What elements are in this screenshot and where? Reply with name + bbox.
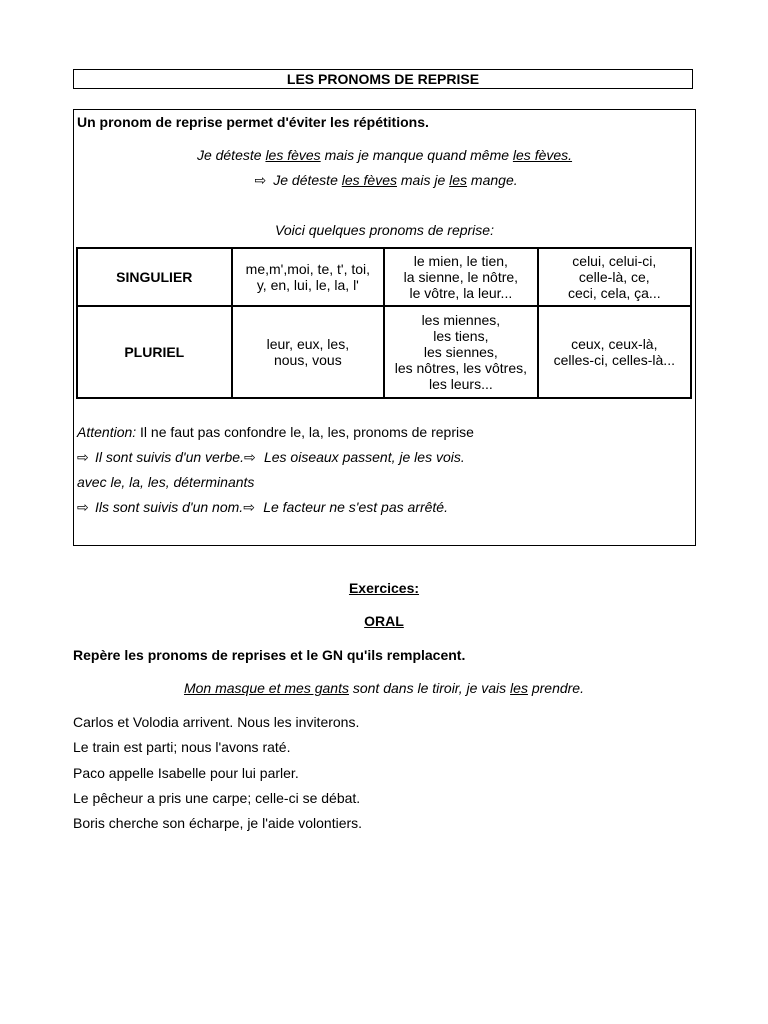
cell-line: ceci, cela, ça... xyxy=(568,285,661,301)
cell-line: nous, vous xyxy=(273,352,342,368)
rule2-example: Le facteur ne s'est pas arrêté. xyxy=(263,499,448,515)
cell-line: me,m',moi, te, t', toi, xyxy=(245,261,371,277)
rule1-example: Les oiseaux passent, je les vois. xyxy=(263,449,465,465)
table-cell xyxy=(232,306,385,398)
table-row-header: SINGULIER xyxy=(77,248,232,306)
avec-line: avec le, la, les, déterminants xyxy=(77,474,255,490)
exercises-title: Exercices: xyxy=(348,580,420,596)
cell-line: ceux, ceux-là, xyxy=(571,336,658,352)
pronoun-table xyxy=(76,247,692,399)
table-cell xyxy=(384,248,537,306)
list-item: Paco appelle Isabelle pour lui parler. xyxy=(73,765,299,781)
oral-title: ORAL xyxy=(364,613,404,629)
list-item: Le train est parti; nous l'avons raté. xyxy=(73,739,291,755)
cell-line: la sienne, le nôtre, xyxy=(403,269,519,285)
example-sentence-2 xyxy=(74,172,695,189)
example-sentence-1 xyxy=(74,147,695,163)
exercise-example xyxy=(0,680,768,696)
table-cell xyxy=(538,248,691,306)
cell-line: celles-ci, celles-là... xyxy=(553,352,675,368)
example2-underline1: les fèves xyxy=(341,172,397,188)
cell-line: celle-là, ce, xyxy=(578,269,650,285)
attention-text: Il ne faut pas confondre le, la, les, pronoms de reprise xyxy=(136,424,474,440)
rule-1 xyxy=(77,449,465,466)
example-part1: sont dans le tiroir, je vais xyxy=(348,680,511,696)
arrow-right-icon: ⇨ xyxy=(77,449,89,465)
example2-underline2: les xyxy=(449,172,468,188)
cell-line: les tiens, xyxy=(433,328,489,344)
arrow-right-icon: ⇨ xyxy=(243,499,255,515)
cell-line: les miennes, xyxy=(421,312,501,328)
example1-underline2: les fèves. xyxy=(512,147,573,163)
example1-part2: mais je manque quand même xyxy=(320,147,513,163)
example-underline2: les xyxy=(510,680,528,696)
list-item: Boris cherche son écharpe, je l'aide volontiers. xyxy=(73,815,363,831)
example2-part2: mais je xyxy=(397,172,450,188)
cell-line: les leurs... xyxy=(428,376,493,392)
rule-2 xyxy=(77,499,448,516)
cell-line: celui, celui-ci, xyxy=(572,253,657,269)
exercises-heading xyxy=(0,580,768,596)
page-title: LES PRONOMS DE REPRISE xyxy=(73,69,693,89)
cell-line: y, en, lui, le, la, l' xyxy=(256,277,359,293)
cell-line: les siennes, xyxy=(423,344,498,360)
cell-line: le mien, le tien, xyxy=(413,253,508,269)
rule1-text: Il sont suivis d'un verbe. xyxy=(95,449,244,465)
arrow-right-icon: ⇨ xyxy=(243,449,256,465)
table-cell xyxy=(232,248,385,306)
exercise-instruction: Repère les pronoms de reprises et le GN qu'ils remplacent. xyxy=(73,647,466,663)
cell-line: le vôtre, la leur... xyxy=(409,285,513,301)
example1-part1: Je déteste xyxy=(196,147,266,163)
attention-label: Attention: xyxy=(77,424,137,440)
cell-line: leur, eux, les, xyxy=(266,336,350,352)
list-item: Carlos et Volodia arrivent. Nous les inviterons. xyxy=(73,714,360,730)
table-cell xyxy=(538,306,691,398)
table-cell xyxy=(384,306,537,398)
example1-underline1: les fèves xyxy=(265,147,321,163)
voici-text: Voici quelques pronoms de reprise: xyxy=(275,222,494,238)
list-item: Le pêcheur a pris une carpe; celle-ci se débat. xyxy=(73,790,361,806)
example-part2: prendre. xyxy=(527,680,584,696)
lesson-box xyxy=(73,109,696,546)
arrow-right-icon: ⇨ xyxy=(77,499,89,515)
intro-text: Un pronom de reprise permet d'éviter les répétitions. xyxy=(77,114,429,130)
attention-line xyxy=(77,424,474,440)
arrow-right-icon: ⇨ xyxy=(254,172,267,188)
example2-part1: Je déteste xyxy=(269,172,342,188)
example2-part3: mange. xyxy=(467,172,518,188)
rule2-text: Ils sont suivis d'un nom. xyxy=(95,499,244,515)
table-row xyxy=(77,248,691,306)
example-underline1: Mon masque et mes gants xyxy=(183,680,349,696)
table-row-header: PLURIEL xyxy=(77,306,232,398)
cell-line: les nôtres, les vôtres, xyxy=(394,360,527,376)
oral-heading xyxy=(0,613,768,629)
table-row xyxy=(77,306,691,398)
